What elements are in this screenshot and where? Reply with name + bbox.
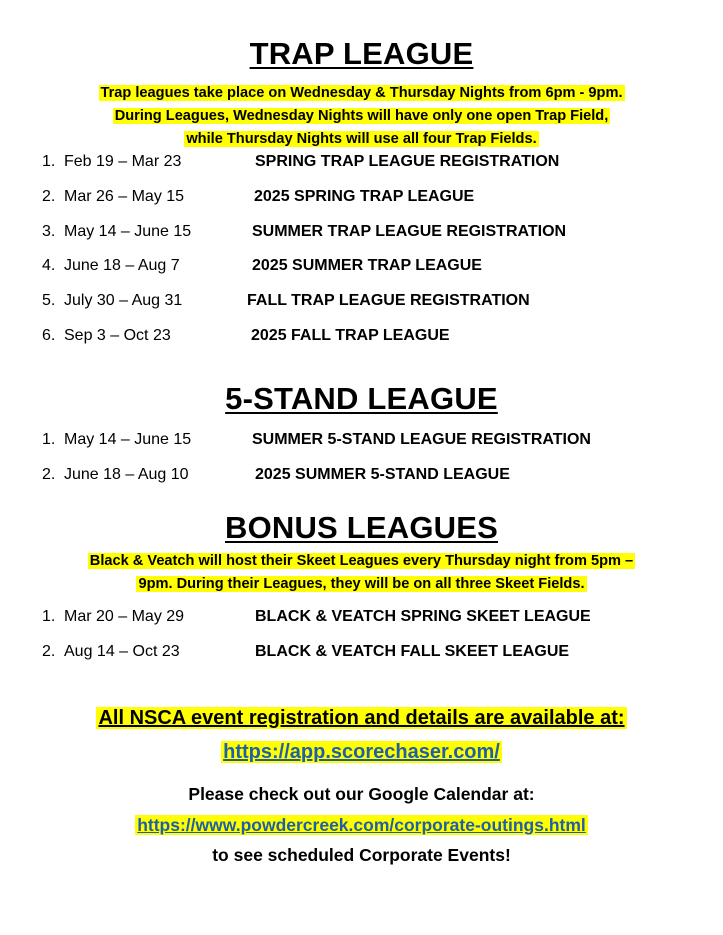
item-number: 4. bbox=[42, 257, 56, 274]
item-date: Aug 14 – Oct 23 bbox=[64, 643, 180, 660]
item-date: Sep 3 – Oct 23 bbox=[64, 327, 171, 344]
bonus-leagues-intro bbox=[0, 550, 723, 596]
calendar-link-line bbox=[0, 815, 723, 836]
closing-text: to see scheduled Corporate Events! bbox=[212, 845, 511, 865]
five-stand-league-heading: 5-STAND LEAGUE bbox=[225, 381, 498, 416]
item-number: 2. bbox=[42, 643, 56, 660]
list-item bbox=[42, 641, 570, 663]
item-date: Mar 20 – May 29 bbox=[64, 608, 185, 625]
item-label: 2025 SUMMER TRAP LEAGUE bbox=[252, 257, 482, 274]
item-label: FALL TRAP LEAGUE REGISTRATION bbox=[247, 292, 530, 309]
item-number: 3. bbox=[42, 223, 56, 240]
item-number: 2. bbox=[42, 188, 56, 205]
item-number: 1. bbox=[42, 431, 56, 448]
bonus-intro-line-2: 9pm. During their Leagues, they will be on all three Skeet Fields. bbox=[138, 576, 585, 592]
nsca-link-line bbox=[0, 741, 723, 764]
list-item bbox=[42, 151, 560, 173]
item-date: June 18 – Aug 10 bbox=[64, 466, 189, 483]
item-label: SUMMER 5-STAND LEAGUE REGISTRATION bbox=[252, 431, 591, 448]
item-date: Mar 26 – May 15 bbox=[64, 188, 185, 205]
trap-league-heading: TRAP LEAGUE bbox=[249, 36, 474, 71]
trap-league-intro bbox=[0, 82, 723, 151]
trap-intro-line-2: During Leagues, Wednesday Nights will have only one open Trap Field, bbox=[114, 108, 609, 124]
item-date: May 14 – June 15 bbox=[64, 431, 192, 448]
item-date: July 30 – Aug 31 bbox=[64, 292, 183, 309]
trap-intro-line-1: Trap leagues take place on Wednesday & Thursday Nights from 6pm - 9pm. bbox=[100, 85, 623, 101]
item-label: SUMMER TRAP LEAGUE REGISTRATION bbox=[252, 223, 567, 240]
list-item bbox=[42, 325, 450, 347]
item-date: Feb 19 – Mar 23 bbox=[64, 153, 182, 170]
item-label: 2025 SPRING TRAP LEAGUE bbox=[254, 188, 475, 205]
item-number: 1. bbox=[42, 608, 56, 625]
item-number: 6. bbox=[42, 327, 56, 344]
list-item bbox=[42, 606, 591, 628]
item-number: 5. bbox=[42, 292, 56, 309]
nsca-registration-text bbox=[0, 707, 723, 730]
item-label: 2025 SUMMER 5-STAND LEAGUE bbox=[255, 466, 510, 483]
item-number: 2. bbox=[42, 466, 56, 483]
list-item bbox=[42, 255, 482, 277]
item-label: 2025 FALL TRAP LEAGUE bbox=[251, 327, 450, 344]
trap-intro-line-3: while Thursday Nights will use all four Trap Fields. bbox=[186, 131, 537, 147]
bonus-intro-line-1: Black & Veatch will host their Skeet Leagues every Thursday night from 5pm – bbox=[89, 553, 634, 569]
list-item bbox=[42, 221, 567, 243]
item-label: BLACK & VEATCH FALL SKEET LEAGUE bbox=[255, 643, 570, 660]
list-item bbox=[42, 464, 510, 486]
item-date: May 14 – June 15 bbox=[64, 223, 192, 240]
list-item bbox=[42, 186, 475, 208]
calendar-text: Please check out our Google Calendar at: bbox=[188, 784, 535, 804]
nsca-text: All NSCA event registration and details are available at: bbox=[98, 707, 625, 729]
list-item bbox=[42, 290, 530, 312]
bonus-leagues-heading: BONUS LEAGUES bbox=[224, 510, 499, 545]
list-item bbox=[42, 429, 591, 451]
scorechaser-link[interactable]: https://app.scorechaser.com/ bbox=[223, 741, 500, 763]
item-label: BLACK & VEATCH SPRING SKEET LEAGUE bbox=[255, 608, 591, 625]
corporate-outings-link[interactable]: https://www.powdercreek.com/corporate-outings.html bbox=[137, 815, 586, 835]
item-date: June 18 – Aug 7 bbox=[64, 257, 180, 274]
item-number: 1. bbox=[42, 153, 56, 170]
item-label: SPRING TRAP LEAGUE REGISTRATION bbox=[255, 153, 560, 170]
